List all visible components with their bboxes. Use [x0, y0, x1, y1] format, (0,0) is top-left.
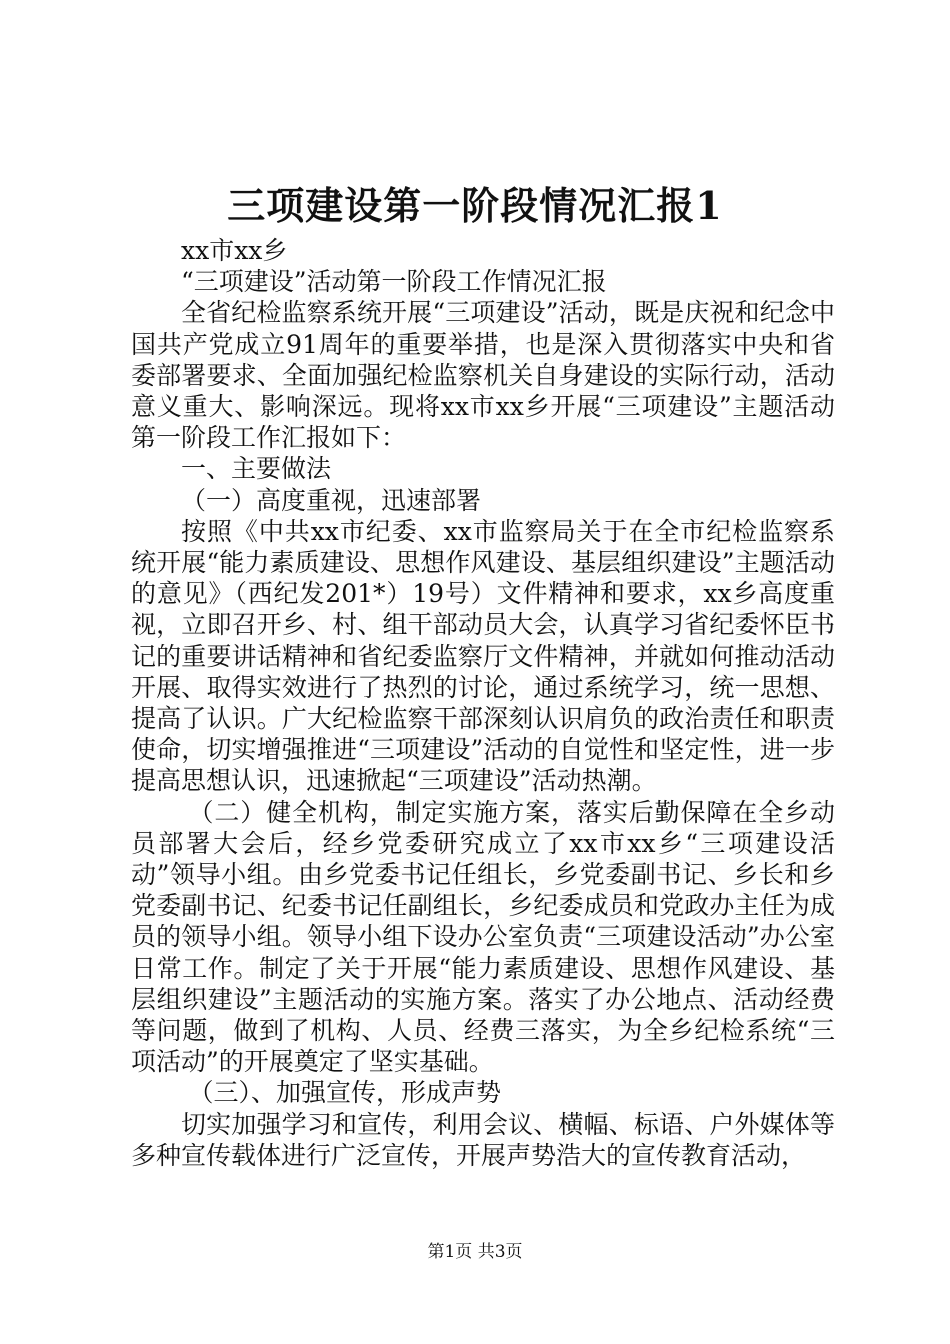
section-heading-main-practices: 一、主要做法: [181, 454, 332, 484]
paragraph-intro: 全省纪检监察系统开展“三项建设”活动，既是庆祝和纪念中国共产党成立91周年的重要举措，也是深入贯彻落实中央和省委部署要求、全面加强纪检监察机关自身建设的实际行动，活动意义重大、影响深远。现将xx市xx乡开展“三项建设”主题活动第一阶段工作汇报如下：: [131, 298, 835, 453]
paragraph-subtitle: “三项建设”活动第一阶段工作情况汇报: [181, 267, 607, 297]
paragraph-subsection-3: 切实加强学习和宣传，利用会议、横幅、标语、户外媒体等多种宣传载体进行广泛宣传，开展声势浩大的宣传教育活动，: [131, 1109, 835, 1170]
document-body: [131, 235, 835, 1171]
paragraph-location: xx市xx乡: [181, 236, 288, 265]
document-title: 三项建设第一阶段情况汇报1: [227, 183, 723, 228]
paragraph-subsection-2: （二）健全机构，制定实施方案，落实后勤保障在全乡动员部署大会后，经乡党委研究成立了xx市xx乡“三项建设活动”领导小组。由乡党委书记任组长，乡党委副书记、乡长和乡党委副书记、纪委书记任副组长，乡纪委成员和党政办主任为成员的领导小组。领导小组下设办公室负责“三项建设活动”办公室日常工作。制定了关于开展“能力素质建设、思想作风建设、基层组织建设”主题活动的实施方案。落实了办公地点、活动经费等问题，做到了机构、人员、经费三落实，为全乡纪检系统“三项活动”的开展奠定了坚实基础。: [131, 797, 835, 1077]
subsection-heading-1: （一）高度重视，迅速部署: [181, 485, 482, 515]
paragraph-subsection-1: 按照《中共xx市纪委、xx市监察局关于在全市纪检监察系统开展“能力素质建设、思想作风建设、基层组织建设”主题活动的意见》（西纪发201*）19号）文件精神和要求，xx乡高度重视，立即召开乡、村、组干部动员大会，认真学习省纪委怀臣书记的重要讲话精神和省纪委监察厅文件精神，并就如何推动活动开展、取得实效进行了热烈的讨论，通过系统学习，统一思想、提高了认识。广大纪检监察干部深刻认识肩负的政治责任和职责使命，切实增强推进“三项建设”活动的自觉性和坚定性，进一步提高思想认识，迅速掀起“三项建设”活动热潮。: [131, 516, 835, 796]
subsection-heading-3: （三）、加强宣传，形成声势: [188, 1078, 502, 1108]
page-footer: 第1页 共3页: [427, 1242, 523, 1262]
